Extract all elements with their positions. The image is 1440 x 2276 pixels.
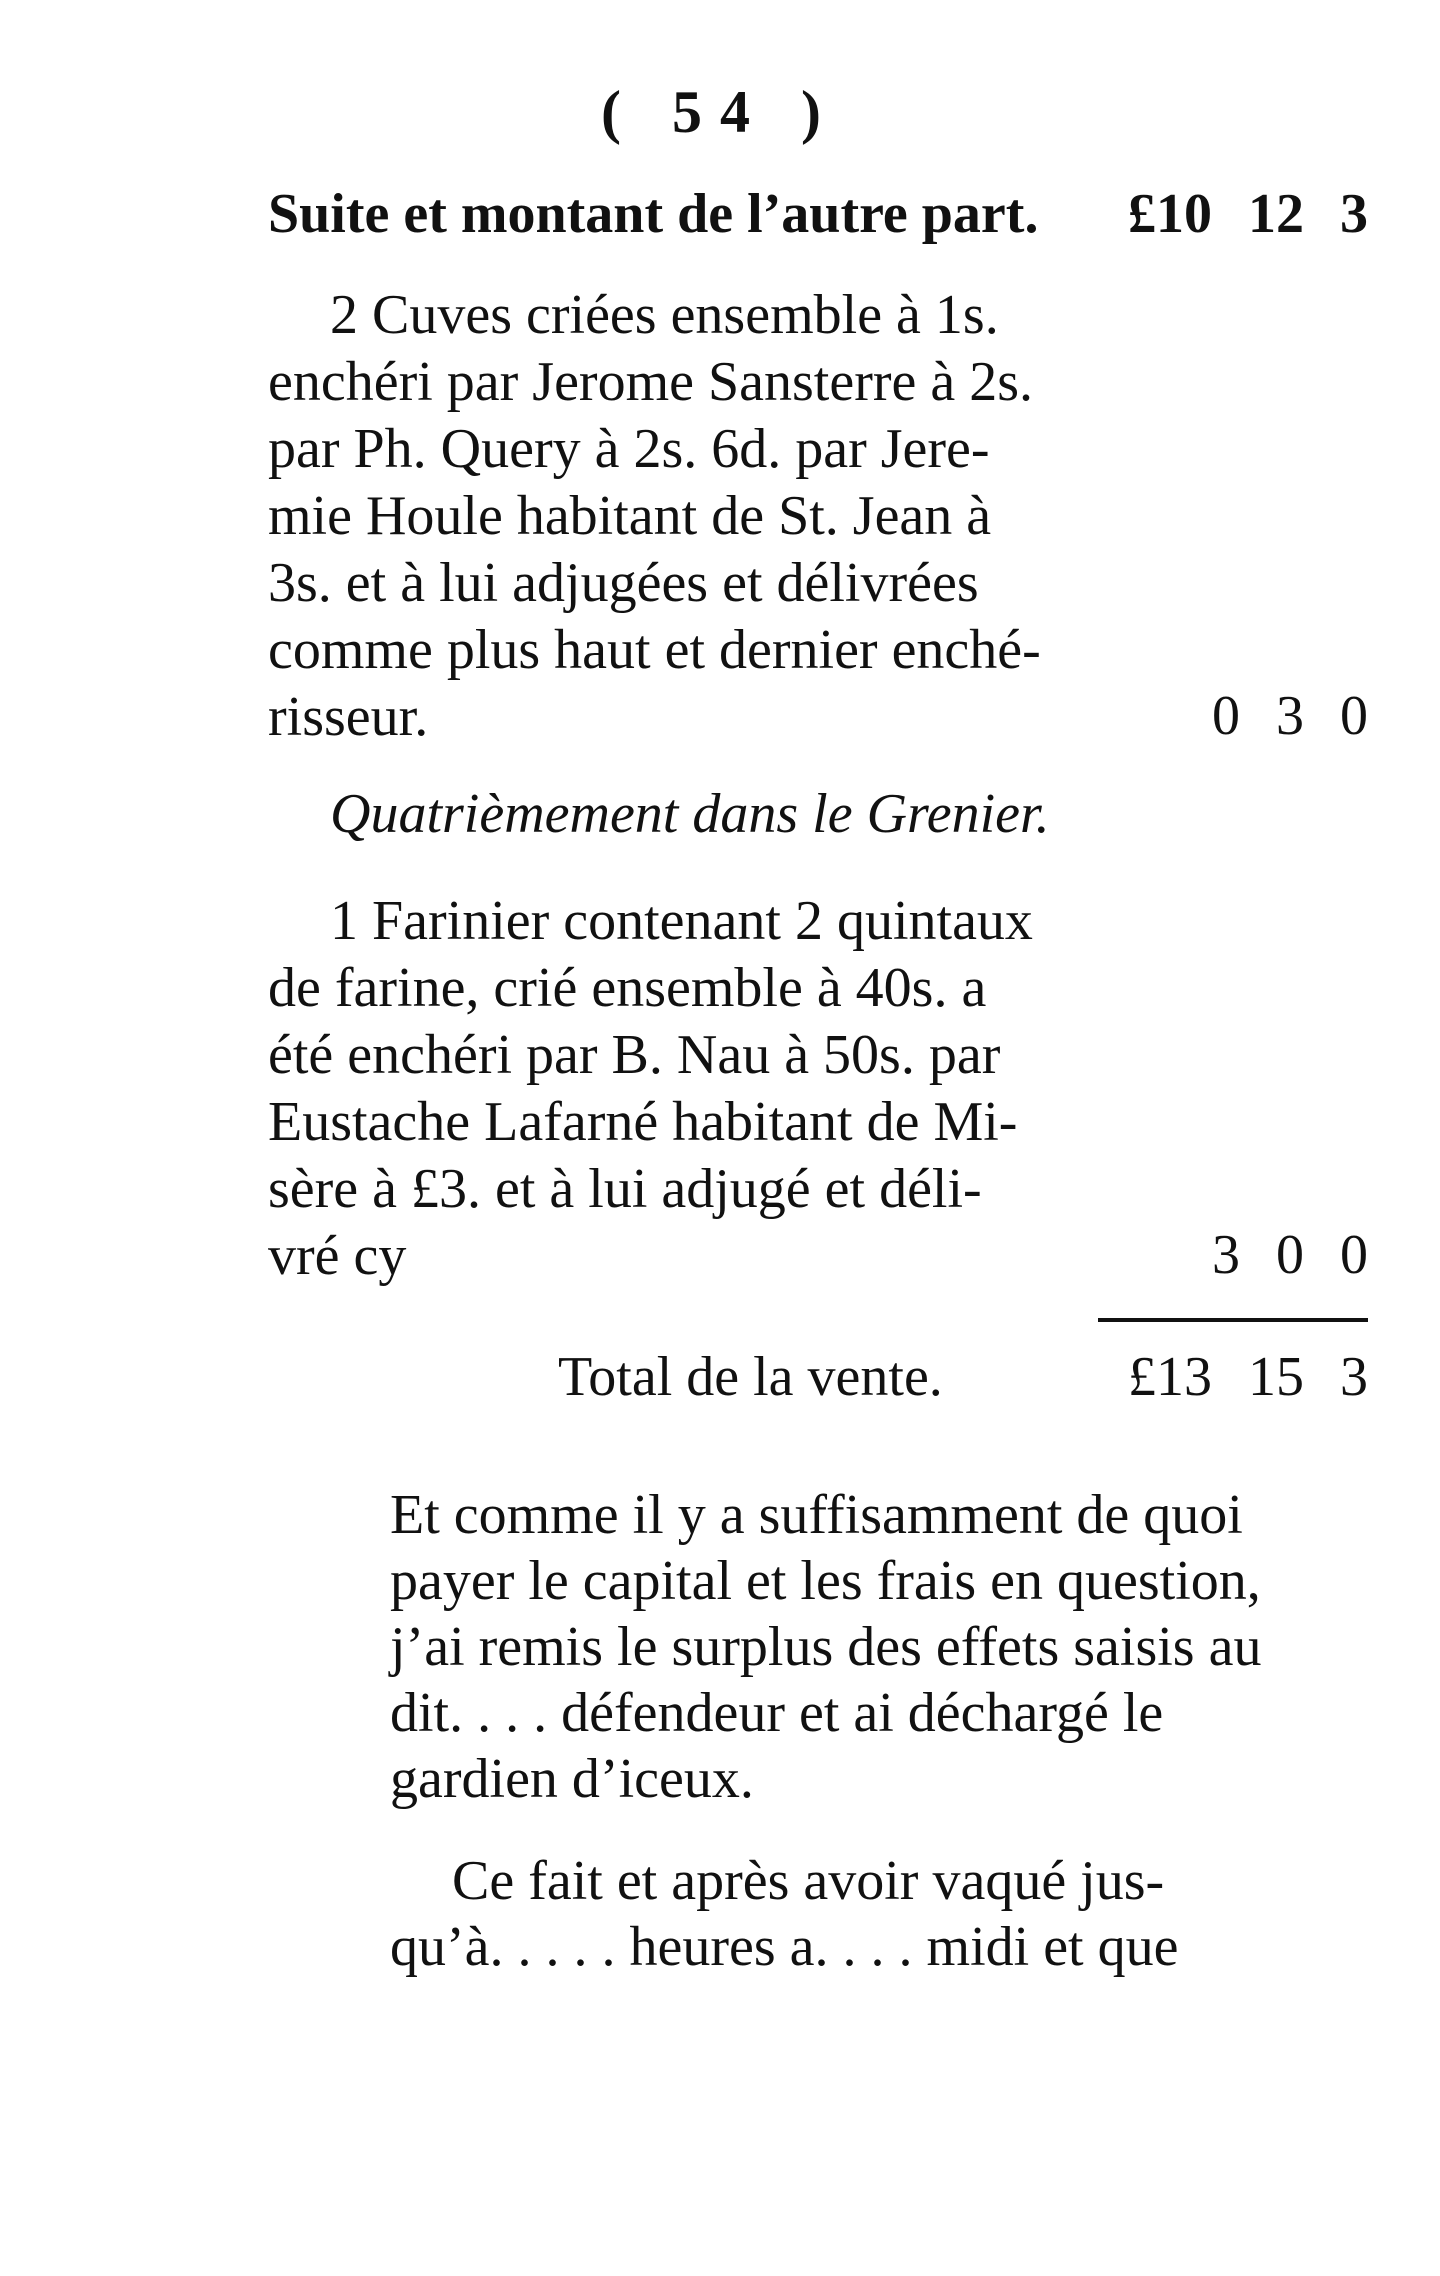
item-cuves-line-6: comme plus haut et dernier enché-	[268, 619, 1041, 681]
closing-paragraph-line-2: payer le capital et les frais en question,	[390, 1550, 1261, 1612]
carried-forward-label: Suite et montant de l’autre part.	[268, 183, 1039, 245]
closing-paragraph-line-3: j’ai remis le surplus des effets saisis au	[390, 1616, 1262, 1678]
item-cuves-amount: 0 3 0	[1212, 685, 1368, 747]
item-cuves-paragraph	[268, 282, 1173, 751]
item-cuves-line-4: mie Houle habitant de St. Jean à	[268, 485, 992, 547]
closing-paragraph-line-1: Et comme il y a suffisamment de quoi	[390, 1484, 1243, 1546]
carried-forward-line	[268, 180, 1368, 248]
item-farinier-line-5: sère à £3. et à lui adjugé et déli-	[268, 1158, 982, 1220]
item-farinier-line-6: vré cy	[268, 1225, 407, 1287]
closing-paragraph-line-5: gardien d’iceux.	[390, 1748, 754, 1810]
item-farinier-line-3: été enchéri par B. Nau à 50s. par	[268, 1024, 1001, 1086]
closing-paragraph-line-4: dit. . . . défendeur et ai déchargé le	[390, 1682, 1164, 1744]
item-cuves-line-3: par Ph. Query à 2s. 6d. par Jere-	[268, 418, 990, 480]
item-cuves-line-7: risseur.	[268, 686, 429, 748]
item-cuves-line-1: 2 Cuves criées ensemble à 1s.	[330, 284, 999, 346]
section-heading: Quatrièmement dans le Grenier.	[330, 783, 1050, 845]
page-number: ( 54 )	[601, 79, 839, 145]
closing-paragraph	[390, 1482, 1368, 1812]
item-farinier-line-4: Eustache Lafarné habitant de Mi-	[268, 1091, 1018, 1153]
total-amount: £13 15 3	[1128, 1346, 1368, 1408]
item-farinier-line-2: de farine, crié ensemble à 40s. a	[268, 957, 987, 1019]
final-paragraph	[390, 1848, 1368, 1980]
item-farinier-amount: 3 0 0	[1212, 1224, 1368, 1286]
item-cuves-line-2: enchéri par Jerome Sansterre à 2s.	[268, 351, 1033, 413]
item-farinier-line-1: 1 Farinier contenant 2 quintaux	[330, 890, 1033, 952]
total-label: Total de la vente.	[558, 1346, 943, 1408]
final-paragraph-line-1: Ce fait et après avoir vaqué jus-	[452, 1850, 1165, 1912]
item-cuves-line-5: 3s. et à lui adjugées et délivrées	[268, 552, 979, 614]
carried-forward-amount: £10 12 3	[1128, 183, 1368, 245]
final-paragraph-line-2: qu’à. . . . . heures a. . . . midi et que	[390, 1916, 1179, 1978]
total-rule	[1098, 1318, 1368, 1322]
